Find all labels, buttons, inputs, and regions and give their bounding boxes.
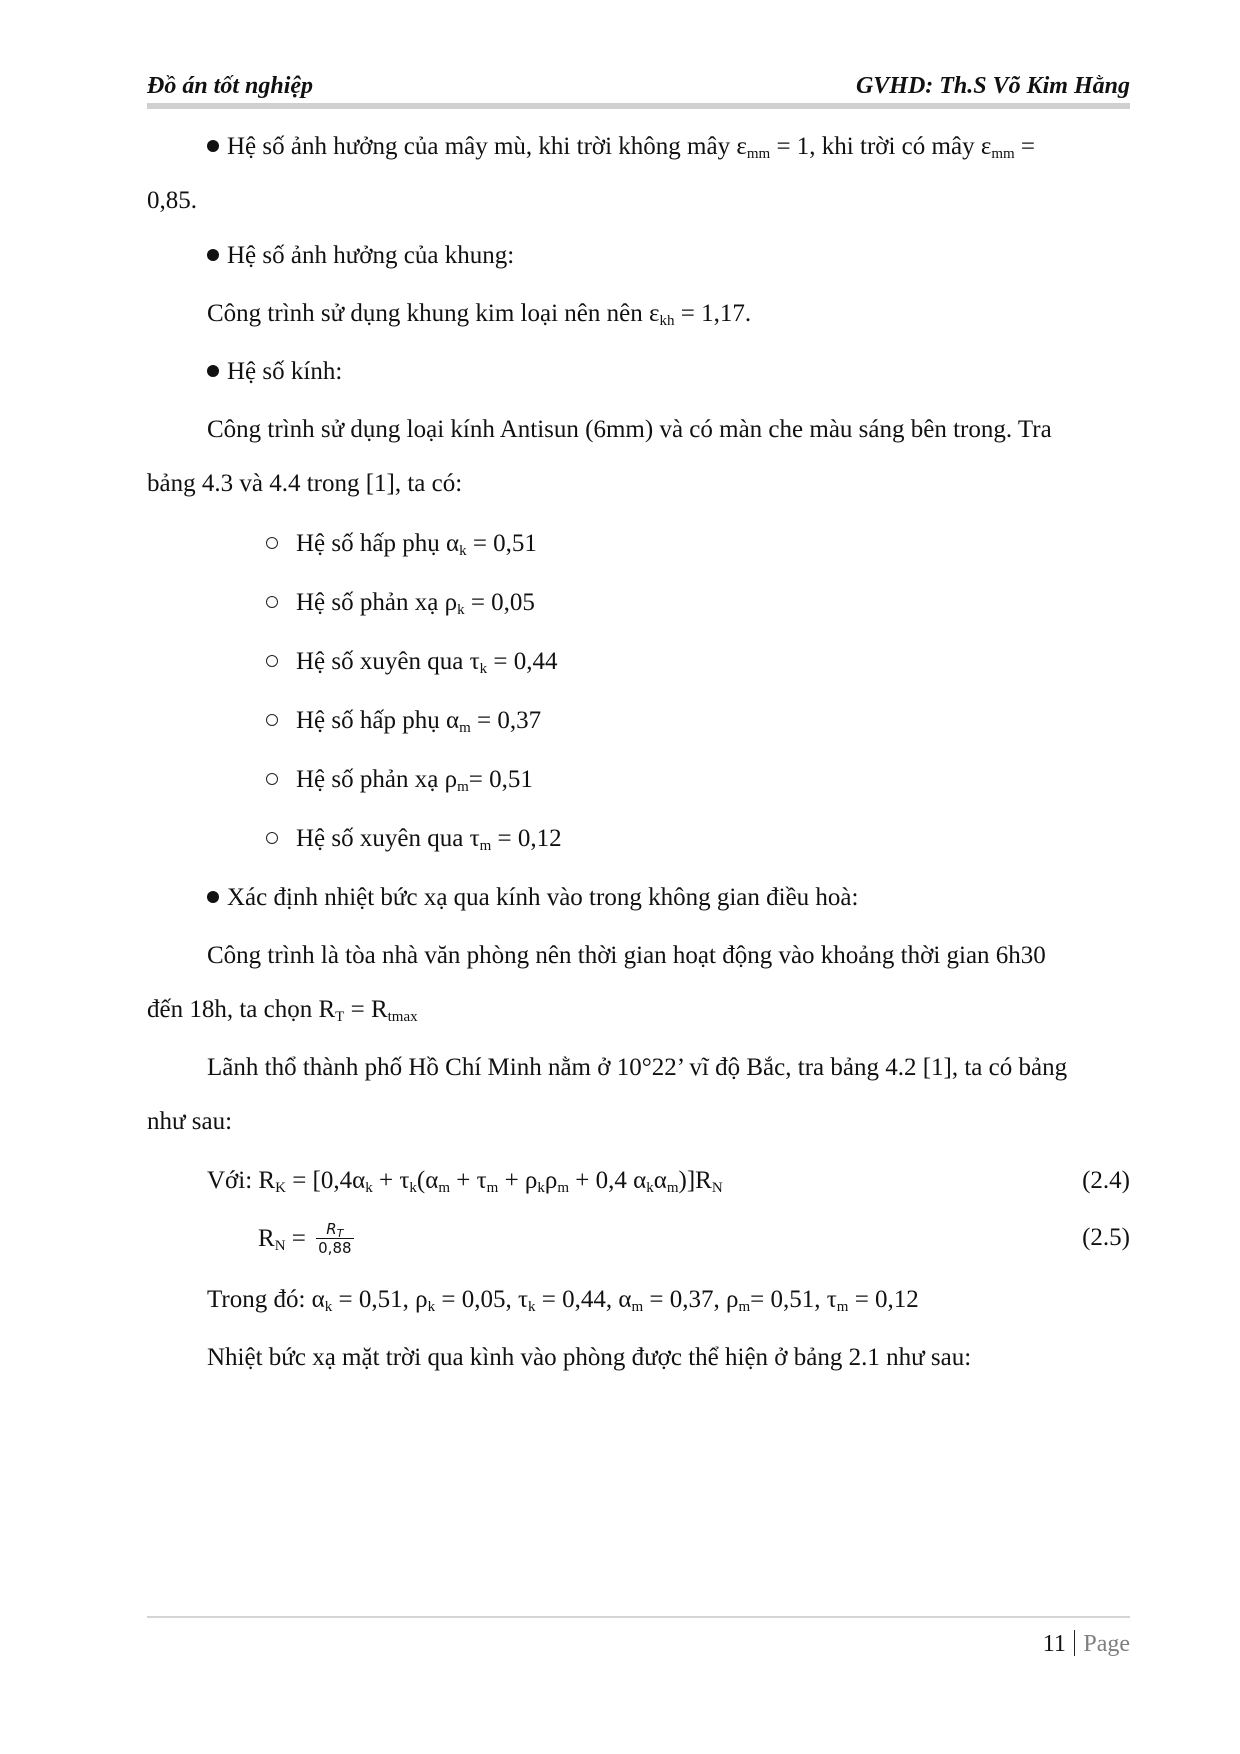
subscript: k	[457, 602, 465, 618]
text: Hệ số xuyên qua τ	[296, 648, 480, 675]
bullet-icon	[207, 365, 219, 377]
subscript: K	[275, 1180, 286, 1196]
text: R	[258, 1225, 275, 1253]
paragraph-table-intro: Nhiệt bức xạ mặt trời qua kình vào phòng được thể hiện ở bảng 2.1 như sau:	[207, 1344, 972, 1371]
equation-definitions	[207, 1284, 919, 1316]
text: = 0,12	[848, 1286, 919, 1313]
equation-rk	[207, 1165, 723, 1197]
subscript: k	[365, 1180, 373, 1196]
text: Hệ số phản xạ ρ	[296, 766, 458, 793]
footer-separator	[1074, 1630, 1076, 1656]
text: đến 18h, ta chọn R	[147, 996, 336, 1023]
text: Hệ số phản xạ ρ	[296, 589, 458, 616]
paragraph-glass-type-line1: Công trình sử dụng loại kính Antisun (6mm) và có màn che màu sáng bên trong. Tra	[207, 416, 1052, 443]
text: + τ	[449, 1167, 487, 1194]
page-label: Page	[1083, 1631, 1130, 1657]
fraction-numerator	[316, 1220, 353, 1239]
list-item	[266, 587, 535, 619]
text: Hệ số hấp phụ α	[296, 707, 460, 734]
list-item	[266, 528, 537, 560]
subscript: k	[324, 1299, 333, 1315]
bullet-paragraph-radiation	[207, 882, 858, 914]
text: = 0,05	[464, 589, 535, 616]
text: Hệ số kính:	[227, 358, 343, 385]
header-divider	[147, 103, 1130, 109]
bullet-icon	[207, 140, 219, 152]
text: α	[653, 1167, 667, 1194]
bullet-icon	[207, 249, 219, 261]
subscript: N	[274, 1238, 286, 1255]
page-header	[147, 70, 1130, 102]
circle-bullet-icon	[266, 714, 278, 726]
text: Hệ số xuyên qua τ	[296, 825, 480, 852]
subscript: mm	[991, 146, 1015, 162]
paragraph-location-line2: như sau:	[147, 1108, 233, 1135]
text: Công trình sử dụng khung kim loại nên nên ε	[207, 300, 660, 327]
text: R	[326, 1220, 337, 1238]
paragraph-glass-type-line2: bảng 4.3 và 4.4 trong [1], ta có:	[147, 470, 463, 497]
subscript: T	[336, 1227, 344, 1240]
text: Hệ số hấp phụ α	[296, 530, 460, 557]
subscript: m	[631, 1299, 644, 1315]
equation-number: (2.4)	[1082, 1167, 1130, 1194]
text: = 0,05, τ	[435, 1286, 528, 1313]
subscript: m	[557, 1180, 570, 1196]
header-title: Đồ án tốt nghiệp	[147, 73, 314, 99]
text: = 0,44	[487, 648, 558, 675]
subscript: T	[335, 1009, 345, 1025]
subscript: m	[666, 1180, 679, 1196]
list-item	[266, 764, 533, 796]
fraction-denominator: 0,88	[318, 1239, 352, 1257]
subscript: m	[738, 1299, 751, 1315]
list-item	[266, 646, 557, 678]
list-item	[266, 823, 562, 855]
text: =	[1014, 133, 1036, 160]
text: + 0,4 α	[569, 1167, 647, 1194]
text: =	[285, 1225, 313, 1253]
subscript: k	[479, 661, 488, 677]
header-advisor: GVHD: Th.S Võ Kim Hằng	[855, 73, 1130, 99]
subscript: k	[427, 1299, 436, 1315]
text: = 0,44, α	[535, 1286, 632, 1313]
paragraph-location-line1: Lãnh thổ thành phố Hồ Chí Minh nằm ở 10°22’ vĩ độ Bắc, tra bảng 4.2 [1], ta có bảng	[207, 1054, 1068, 1081]
text: ρ	[544, 1167, 558, 1194]
text: = R	[344, 996, 388, 1023]
bullet-icon	[207, 891, 219, 903]
subscript: N	[711, 1180, 723, 1196]
list-item	[266, 705, 541, 737]
subscript: kh	[659, 313, 675, 329]
text: Xác định nhiệt bức xạ qua kính vào trong không gian điều hoà:	[227, 884, 859, 911]
text: = 0,51, τ	[750, 1286, 837, 1313]
bullet-paragraph-frame	[207, 240, 514, 272]
circle-bullet-icon	[266, 537, 278, 549]
text: = 1,17.	[674, 300, 752, 327]
bullet-paragraph-cloud	[207, 131, 1035, 163]
text: + ρ	[498, 1167, 538, 1194]
equation-number: (2.5)	[1082, 1224, 1130, 1251]
subscript: k	[459, 543, 467, 559]
circle-bullet-icon	[266, 655, 278, 667]
text: = 0,37	[470, 707, 542, 734]
paragraph-continuation: 0,85.	[147, 187, 197, 214]
page-footer	[1043, 1628, 1130, 1660]
page-number: 11	[1042, 1631, 1066, 1657]
subscript: m	[486, 1180, 499, 1196]
subscript: k	[646, 1180, 654, 1196]
text: = 0,51	[468, 766, 533, 793]
text: Hệ số ảnh hưởng của khung:	[227, 242, 515, 269]
subscript: m	[457, 779, 469, 795]
paragraph-frame-value	[207, 298, 751, 330]
subscript: k	[409, 1180, 417, 1196]
paragraph-operating-hours-line2	[147, 994, 418, 1026]
circle-bullet-icon	[266, 832, 278, 844]
subscript: k	[528, 1299, 536, 1315]
text: Với: R	[207, 1167, 276, 1194]
text: )]R	[678, 1167, 712, 1194]
paragraph-operating-hours-line1: Công trình là tòa nhà văn phòng nên thời gian hoạt động vào khoảng thời gian 6h30	[207, 942, 1046, 969]
subscript: mm	[746, 146, 771, 162]
subscript: m	[479, 838, 492, 854]
text: = 0,51	[466, 530, 537, 557]
circle-bullet-icon	[266, 773, 278, 785]
text: + τ	[372, 1167, 410, 1194]
subscript: tmax	[387, 1009, 418, 1025]
fraction	[316, 1220, 353, 1257]
text: Hệ số ảnh hưởng của mây mù, khi trời không mây ε	[227, 133, 747, 160]
text: = 0,12	[491, 825, 562, 852]
footer-divider	[147, 1616, 1130, 1618]
text: (α	[416, 1167, 439, 1194]
subscript: m	[438, 1180, 450, 1196]
text: = 0,37, ρ	[643, 1286, 739, 1313]
subscript: k	[537, 1180, 545, 1196]
subscript: m	[459, 720, 471, 736]
text: = 1, khi trời có mây ε	[770, 133, 992, 160]
text: = [0,4α	[285, 1167, 366, 1194]
equation-rn	[258, 1222, 354, 1259]
subscript: m	[836, 1299, 849, 1315]
circle-bullet-icon	[266, 596, 278, 608]
text: = 0,51, ρ	[332, 1286, 428, 1313]
bullet-paragraph-glass	[207, 356, 342, 388]
text: Trong đó: α	[207, 1286, 325, 1313]
